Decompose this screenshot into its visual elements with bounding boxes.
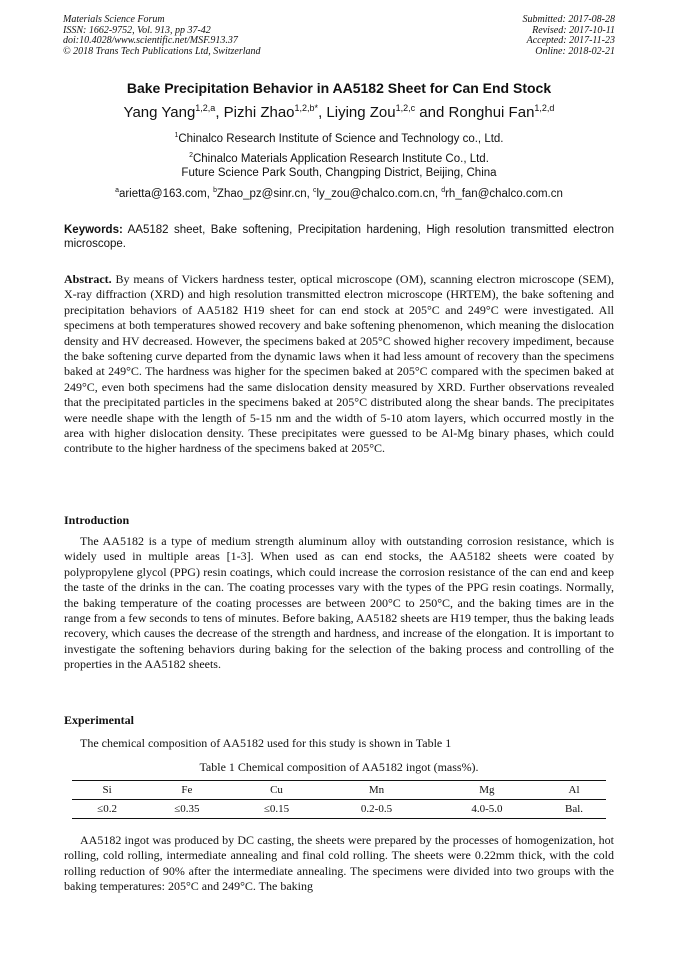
experimental-intro: The chemical composition of AA5182 used for this study is shown in Table 1 (80, 736, 452, 750)
email-mark: a (115, 187, 119, 195)
affiliation-1 (40, 132, 638, 146)
column-header: Al (568, 784, 580, 796)
affiliation-text: Chinalco Materials Application Research Institute Co., Ltd. (192, 153, 489, 165)
affiliation-number: 1 (174, 132, 179, 140)
journal-name: Materials Science Forum (63, 14, 165, 25)
journal-copyright: © 2018 Trans Tech Publications Ltd, Switzerland (63, 45, 261, 57)
experimental-text: AA5182 ingot was produced by DC casting, the sheets were prepared by the processes of homogenization, hot rolling, cold rolling, intermediate annealing and final cold rolling. The sheets were 0.22mm thick, with the cold rolling reduction of 90% after the intermediate annealing. The specimens were divided into two groups with the baking temperatures: 205°C and 249°C. The baking (64, 833, 614, 894)
abstract (64, 272, 614, 457)
author-affiliation-mark: 1,2,a (195, 103, 216, 113)
email-address: ly_zou@chalco.com.cn (316, 188, 435, 200)
journal-info (63, 15, 261, 57)
table-cell: ≤0.35 (174, 803, 200, 815)
introduction-heading: Introduction (64, 513, 130, 527)
email-mark: d (441, 187, 446, 195)
author-name: Pizhi Zhao (223, 104, 295, 121)
table-header-row (72, 781, 606, 800)
column-header: Si (102, 784, 112, 796)
column-header: Fe (181, 784, 193, 796)
paper-title: Bake Precipitation Behavior in AA5182 Sheet for Can End Stock (126, 80, 552, 96)
column-header: Cu (270, 784, 283, 796)
accepted-date: Accepted: 2017-11-23 (526, 35, 615, 47)
author-affiliation-mark: 1,2,b* (294, 103, 319, 113)
email-address: Zhao_pz@sinr.cn (216, 188, 307, 200)
keywords-text: AA5182 sheet, Bake softening, Precipitation hardening, High resolution transmitted electron microscope. (64, 224, 614, 250)
author-separator: and (415, 104, 449, 121)
table-cell: ≤0.15 (263, 803, 290, 815)
revised-date: Revised: 2017-10-11 (532, 24, 615, 36)
author-separator: , (318, 104, 327, 121)
column-header: Mn (368, 784, 385, 796)
email-mark: c (312, 187, 317, 195)
table-cell: 4.0-5.0 (471, 803, 503, 815)
author-emails (30, 188, 648, 200)
abstract-label: Abstract. (64, 272, 112, 286)
email-separator: , (434, 188, 442, 200)
email-address: arietta@163.com (118, 188, 207, 200)
table-caption: Table 1 Chemical composition of AA5182 ingot (mass%). (199, 760, 479, 774)
submission-dates (523, 15, 616, 57)
affiliation-2 (40, 152, 638, 180)
submitted-date: Submitted: 2017-08-28 (522, 14, 615, 25)
composition-table (72, 780, 606, 819)
column-header: Mg (479, 784, 495, 796)
email-separator: , (206, 188, 214, 200)
author-list (30, 104, 648, 121)
email-separator: , (306, 188, 313, 200)
email-mark: b (213, 187, 217, 195)
journal-issn: ISSN: 1662-9752, Vol. 913, pp 37-42 (63, 24, 211, 36)
affiliation-text: Chinalco Research Institute of Science and Technology co., Ltd. (178, 133, 504, 145)
table-cell: 0.2-0.5 (360, 803, 393, 815)
online-date: Online: 2018-02-21 (535, 45, 615, 57)
abstract-text: By means of Vickers hardness tester, optical microscope (OM), scanning electron microscope (SEM), X-ray diffraction (XRD) and high resolution transmitted electron microscope (HRTEM), the bake softening and precipitation behaviors of AA5182 H19 sheet for can end stock at 205°C and 249°C were investigated. All specimens at both temperatures showed recovery and bake softening phenomenon, which meaning the dislocation density and HV decreased. However, the specimens baked at 205°C showed higher recovery impediment, because the bake softening curve departed from the dynamic laws when it had less amount of recovery than the specimens baked at 249°C. The hardness was higher for the specimen baked at 205°C compared with the specimen baked at 249°C, even both specimens had the same dislocation density measured by XRD. Further observations revealed that the precipitated particles in the specimens baked at 205°C distributed along the shear bands. The precipitates were needle shape with the length of 5-15 nm and the width of 5-10 atom layers, which occurred mostly in the area with higher dislocation density. These precipitates were guessed to be Al-Mg binary phases, which could contribute to the higher hardness of the specimens baked at 205°C. (64, 272, 614, 456)
author-separator: , (215, 104, 224, 121)
author-affiliation-mark: 1,2,d (534, 103, 555, 113)
author-name: Ronghui Fan (448, 104, 535, 121)
table-row (72, 800, 606, 819)
affiliation-address: Future Science Park South, Changping District, Beijing, China (181, 167, 497, 179)
introduction-text: The AA5182 is a type of medium strength aluminum alloy with outstanding corrosion resistance, which is widely used in multiple areas [1-3]. When used as can end stocks, the AA5182 sheets were coated by polypropylene glycol (PPG) resin coatings, which could increase the corrosion resistance of the can end and keep the taste of the drinks in the can. The coating processes vary with the types of the PPG resin coatings. Normally, the baking temperature of the coating processes are between 200°C to 250°C, and the baking times are in the range from a few seconds to tens of minutes. Before baking, AA5182 sheets are H19 temper, thus the baking leads recovery, which causes the decrease of the strength and hardness, and increase of the elongation. It is important to investigate the softening behaviors during baking for the selection of the baking process and controlling of the properties in the AA5182 sheets. (64, 534, 614, 672)
keywords (64, 223, 614, 251)
journal-doi: doi:10.4028/www.scientific.net/MSF.913.37 (63, 35, 238, 47)
keywords-label: Keywords: (64, 224, 123, 236)
author-name: Yang Yang (123, 104, 196, 121)
author-affiliation-mark: 1,2,c (395, 103, 416, 113)
table-cell: ≤0.2 (97, 803, 117, 815)
affiliation-number: 2 (189, 152, 193, 160)
email-address: rh_fan@chalco.com.cn (445, 188, 563, 200)
table-cell: Bal. (565, 803, 584, 815)
experimental-heading: Experimental (64, 713, 134, 727)
author-name: Liying Zou (326, 104, 396, 121)
